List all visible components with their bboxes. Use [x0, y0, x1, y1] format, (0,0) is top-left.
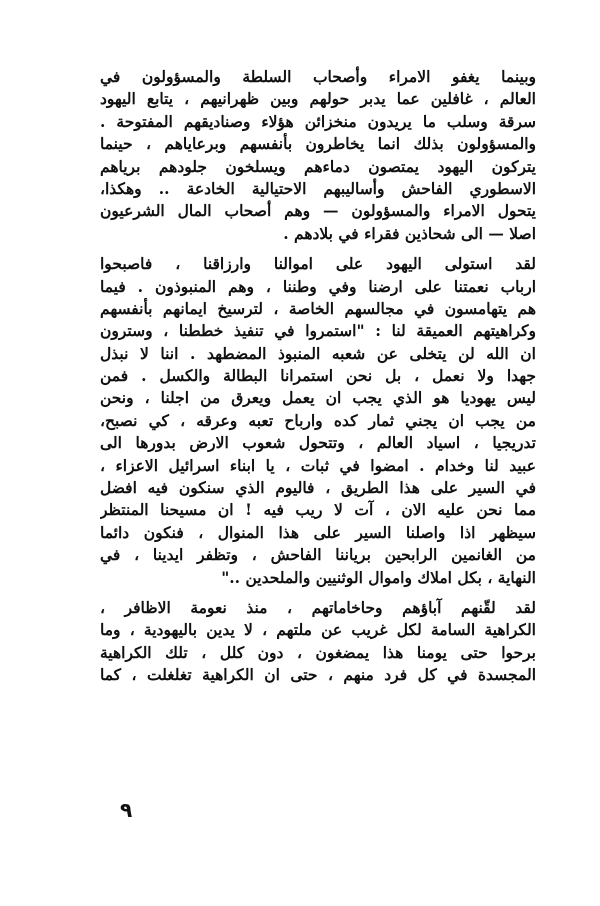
text-line: من الغانمين الرابحين برياننا الفاحش ، وتظفر ايدينا ، في [100, 545, 536, 565]
text-line: برحوا حتى يومنا هذا يمضغون ، دون كلل ، تلك الكراهية [100, 642, 536, 662]
text-line: عبيد لنا وخدام . امضوا في ثبات ، يا ابناء اسرائيل الاعزاء ، [100, 455, 536, 475]
text-line: العالم ، غافلين عما يدبر حولهم وبين ظهرانيهم ، يتابع اليهود [100, 89, 536, 109]
paragraph-3 [100, 597, 536, 687]
text-line: في السير على هذا الطريق ، فاليوم الذي سنكون فيه افضل [100, 478, 536, 498]
text-line: مما نحن عليه الان ، آت لا ريب فيه ! ان مسيحنا المنتظر [100, 500, 536, 520]
text-line: المجسدة في كل فرد منهم ، حتى ان الكراهية تغلغلت ، كما [100, 665, 536, 685]
text-line: لقد استولى اليهود على اموالنا وارزاقنا ، فاصبحوا [100, 254, 536, 274]
text-line: سيظهر اذا واصلنا السير على هذا المنوال ، فنكون دائما [100, 522, 536, 542]
text-line: والمسؤولون بذلك انما يخاطرون بأنفسهم وبرعاياهم ، حينما [100, 134, 536, 154]
text-line: هم يتهامسون في مجالسهم الخاصة ، لترسيخ ايمانهم بأنفسهم [100, 298, 536, 318]
text-line: ارباب نعمتنا على ارضنا وفي وطننا ، وهم المنبوذون . فيما [100, 276, 536, 296]
text-line: وبينما يغفو الامراء وأصحاب السلطة والمسؤولون في [100, 67, 536, 86]
paragraph-1 [100, 66, 536, 245]
text-line: ان الله لن يتخلى عن شعبه المنبوذ المضطهد . اننا لا نبذل [100, 343, 536, 363]
text-line: يتركون اليهود يمتصون دماءهم ويسلخون جلودهم برياهم [100, 156, 536, 176]
text-line: ليس يهوديا هو الذي يجب ان يعمل ويعرق من اجلنا ، ونحن [100, 388, 536, 408]
text-line: يتحول الامراء والمسؤولون — وهم أصحاب المال الشرعيون [100, 201, 536, 221]
page-number: ٩ [120, 798, 133, 822]
text-line: تدريجيا ، اسياد العالم ، وتتحول شعوب الارض بدورها الى [100, 433, 536, 453]
text-line: جهدا ولا نعمل ، بل نحن استمرانا البطالة والكسل . فمن [100, 366, 536, 386]
text-line: اصلا — الى شحاذين فقراء في بلادهم . [283, 223, 536, 243]
text-line: وكراهيتهم العميقة لنا : "استمروا في تنفيذ خططنا ، وسترون [100, 321, 536, 341]
text-line: الكراهية السامة لكل غريب عن ملتهم ، لا يدين باليهودية ، وما [100, 620, 536, 640]
text-line: سرقة وسلب ما يريدون منخزائن هؤلاء وصناديقهم المفتوحة . [100, 111, 536, 131]
paragraph-2 [100, 253, 536, 589]
body-text [100, 66, 536, 687]
text-line: الاسطوري الفاحش وأساليبهم الاحتيالية الخادعة .. وهكذا، [100, 178, 536, 198]
text-line: من يجب ان يجني ثمار كده وارباح تعبه وعرقه ، كي نصبح، [100, 410, 536, 430]
text-line: النهاية ، بكل املاك واموال الوثنيين والملحدين .." [221, 567, 536, 587]
text-line: لقد لقّنهم آباؤهم وحاخاماتهم ، منذ نعومة الاظافر ، [100, 597, 536, 617]
